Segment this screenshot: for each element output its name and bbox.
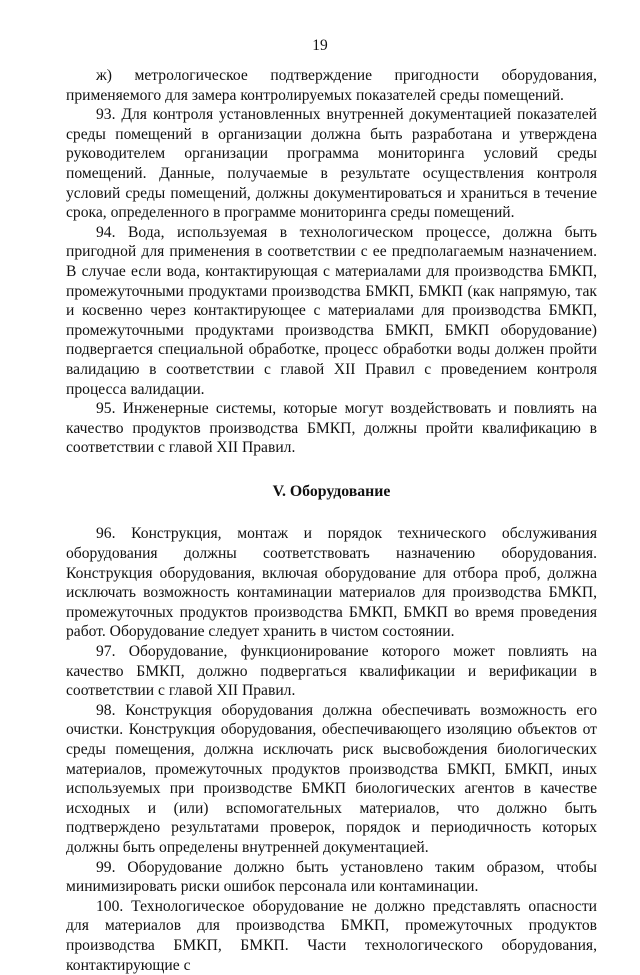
paragraph-95: 95. Инженерные системы, которые могут воздействовать и повлиять на качество продуктов производства БМКП, должны пройти квалификацию в соответствии с главой XII Правил. xyxy=(66,400,597,457)
page-number: 19 xyxy=(312,37,328,54)
paragraph-94: 94. Вода, используемая в технологическом процессе, должна быть пригодной для применения в соответствии с ее предполагаемым назначением. В случае если вода, контактирующая с материалами для производства БМКП, промежуточными продуктами производства БМКП, БМКП (как напрямую, так и косвенно через контактирующее с материалами для производства БМКП, промежуточными продуктами производства БМКП, БМКП оборудование) подвергается специальной обработке, процесс обработки воды должен пройти валидацию в соответствии с главой XII Правил с проведением контроля процесса валидации. xyxy=(66,223,597,398)
paragraph-96: 96. Конструкция, монтаж и порядок технического обслуживания оборудования должны соответствовать назначению оборудования. Конструкция оборудования, включая оборудование для отбора проб, должна исключать возможность контаминации материалов для производства БМКП, промежуточных продуктов производства БМКП, БМКП во время проведения работ. Оборудование следует хранить в чистом состоянии. xyxy=(66,525,597,641)
section-heading: V. Оборудование xyxy=(272,482,391,500)
paragraph-item-zh: ж) метрологическое подтверждение пригодности оборудования, применяемого для замера контролируемых показателей среды помещений. xyxy=(66,67,597,104)
paragraph-99: 99. Оборудование должно быть установлено таким образом, чтобы минимизировать риски ошибок персонала или контаминации. xyxy=(66,858,597,896)
paragraph-93: 93. Для контроля установленных внутренней документацией показателей среды помещений в организации должна быть разработана и утверждена руководителем организации программа мониторинга условий среды помещений. Данные, получаемые в результате осуществления контроля условий среды помещений, должны документироваться и храниться в течение срока, определенного в программе мониторинга среды помещений. xyxy=(66,106,597,222)
paragraph-98: 98. Конструкция оборудования должна обеспечивать возможность его очистки. Конструкция оборудования, обеспечивающего изоляцию объектов от среды помещения, должна исключать риск высвобождения биологических материалов, промежуточных продуктов производства БМКП, БМКП, иных используемых при производстве БМКП биологических агентов в качестве исходных и (или) вспомогательных материалов, что должно быть подтверждено результатами проверок, порядок и периодичность которых должны быть определены внутренней документацией. xyxy=(66,701,597,856)
document-body xyxy=(66,66,597,975)
paragraph-97: 97. Оборудование, функционирование которого может повлиять на качество БМКП, должно подвергаться квалификации и верификации в соответствии с главой XII Правил. xyxy=(66,643,597,700)
paragraph-100: 100. Технологическое оборудование не должно представлять опасности для материалов для производства БМКП, промежуточных продуктов производства БМКП, БМКП. Части технологического оборудования, контактирующие с xyxy=(66,897,597,974)
